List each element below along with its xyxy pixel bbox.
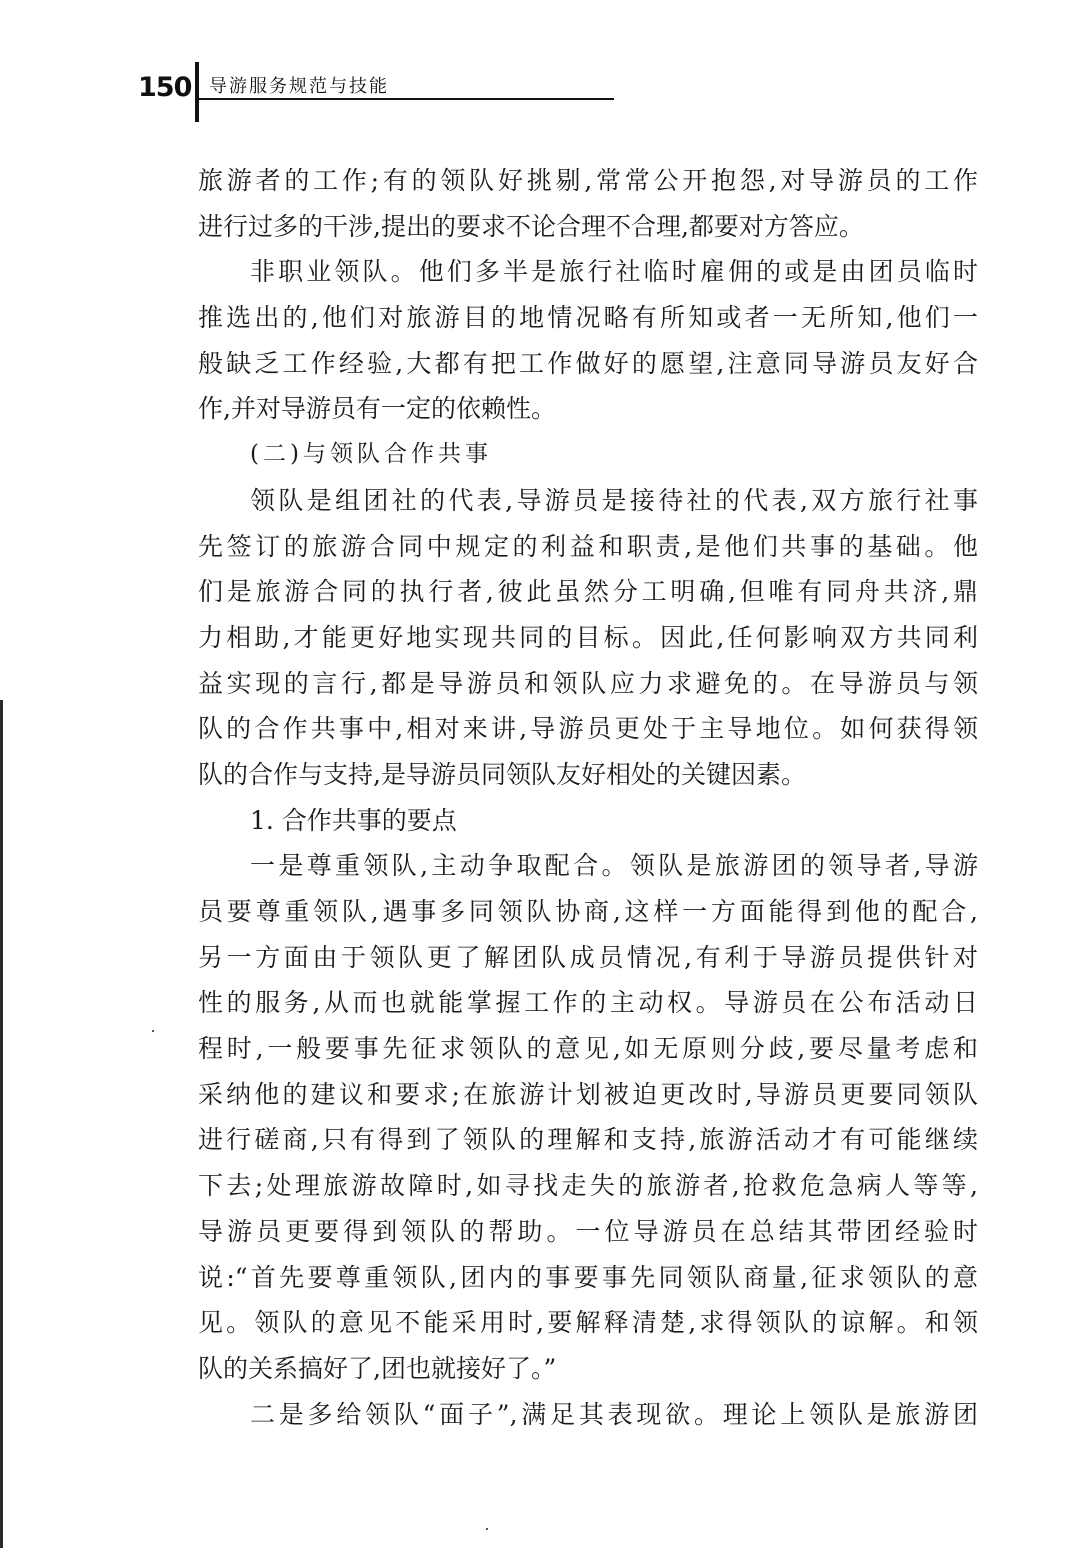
text-line: 员要尊重领队,遇事多同领队协商,这样一方面能得到他的配合, — [198, 897, 978, 926]
text-line: 采纳他的建议和要求;在旅游计划被迫更改时,导游员更要同领队 — [198, 1079, 978, 1109]
text-line: 们是旅游合同的执行者,彼此虽然分工明确,但唯有同舟共济,鼎 — [198, 577, 978, 607]
text-line: 进行过多的干涉,提出的要求不论合理不合理,都要对方答应。 — [198, 211, 864, 241]
text-line: 领队是组团社的代表,导游员是接待社的代表,双方旅行社事 — [250, 485, 978, 515]
text-line: 进行磋商,只有得到了领队的理解和支持,旅游活动才有可能继续 — [198, 1125, 978, 1155]
text-line: 先签订的旅游合同中规定的利益和职责,是他们共事的基础。他 — [198, 531, 978, 561]
scan-speck — [486, 1528, 488, 1530]
text-line: 见。领队的意见不能采用时,要解释清楚,求得领队的谅解。和领 — [198, 1308, 978, 1338]
text-line: 力相助,才能更好地实现共同的目标。因此,任何影响双方共同利 — [198, 622, 978, 652]
scan-speck — [152, 1030, 154, 1032]
text-line: 益实现的言行,都是导游员和领队应力求避免的。在导游员与领 — [198, 668, 978, 698]
text-line: 推选出的,他们对旅游目的地情况略有所知或者一无所知,他们一 — [198, 303, 978, 333]
text-line: 队的关系搞好了,团也就接好了。” — [198, 1353, 557, 1383]
text-line: 导游员更要得到领队的帮助。一位导游员在总结其带团经验时 — [198, 1216, 978, 1246]
subsection-heading: 1. 合作共事的要点 — [250, 805, 457, 835]
text-line: 一是尊重领队,主动争取配合。领队是旅游团的领导者,导游 — [250, 851, 978, 881]
section-heading: (二)与领队合作共事 — [250, 441, 492, 468]
text-line: 二是多给领队“面子”,满足其表现欲。理论上领队是旅游团 — [250, 1399, 978, 1429]
text-line: 另一方面由于领队更了解团队成员情况,有利于导游员提供针对 — [198, 942, 978, 972]
body-text — [198, 158, 978, 1437]
text-line: 程时,一般要事先征求领队的意见,如无原则分歧,要尽量考虑和 — [198, 1034, 978, 1064]
text-line: 般缺乏工作经验,大都有把工作做好的愿望,注意同导游员友好合 — [198, 348, 978, 378]
text-line: 说:“首先要尊重领队,团内的事要事先同领队商量,征求领队的意 — [198, 1262, 978, 1292]
header-horizontal-rule — [199, 98, 614, 100]
text-line: 队的合作与支持,是导游员同领队友好相处的关键因素。 — [198, 759, 806, 789]
text-line: 队的合作共事中,相对来讲,导游员更处于主导地位。如何获得领 — [198, 714, 978, 744]
text-line: 非职业领队。他们多半是旅行社临时雇佣的或是由团员临时 — [250, 257, 978, 287]
scan-edge-shadow — [0, 700, 3, 1548]
page-number: 150 — [138, 72, 192, 103]
running-header — [138, 58, 618, 124]
book-title: 导游服务规范与技能 — [209, 76, 389, 97]
text-line: 旅游者的工作;有的领队好挑剔,常常公开抱怨,对导游员的工作 — [198, 166, 978, 195]
header-vertical-rule — [195, 62, 199, 122]
text-line: 下去;处理旅游故障时,如寻找走失的旅游者,抢救危急病人等等, — [198, 1171, 978, 1201]
text-line: 性的服务,从而也就能掌握工作的主动权。导游员在公布活动日 — [198, 988, 978, 1018]
text-line: 作,并对导游员有一定的依赖性。 — [198, 394, 556, 424]
